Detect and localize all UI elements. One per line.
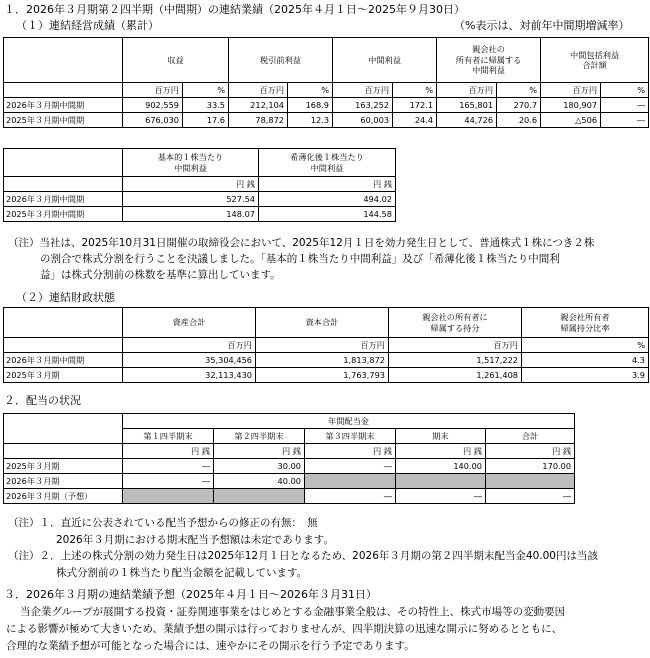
- col-header: 親会社所有者 帰属持分比率: [522, 308, 649, 338]
- value-cell: 1,813,872: [256, 353, 389, 368]
- value-cell: 60,003: [333, 113, 393, 128]
- dividend-note1-line1: （注）１．直近に公表されている配当予想からの修正の有無： 無: [8, 517, 318, 529]
- value-cell: 494.02: [259, 192, 396, 207]
- unit-cell: %: [288, 83, 333, 98]
- unit-cell: 円 銭: [123, 177, 259, 192]
- row-label: 2025年３月期中間期: [4, 207, 123, 222]
- value-cell: 24.4: [393, 113, 437, 128]
- value-cell: 30.00: [214, 459, 305, 474]
- value-cell: 4.3: [522, 353, 649, 368]
- unit-cell: 円 銭: [214, 444, 305, 459]
- table-row: [4, 459, 575, 474]
- value-cell: 32,113,430: [123, 368, 256, 383]
- dividend-note2-line1: （注）２．上述の株式分割の効力発生日は2025年12月１日となるため、2026年３月期の第２四半期末配当金40.00円は当該: [8, 550, 598, 562]
- value-cell: 148.07: [123, 207, 259, 222]
- value-cell: ―: [123, 474, 214, 489]
- value-cell: ―: [601, 113, 649, 128]
- unit-cell: %: [497, 83, 541, 98]
- dividend-table: [3, 413, 575, 504]
- section1-sub2-heading: （２）連結財政状態: [16, 291, 115, 304]
- value-cell: 40.00: [214, 474, 305, 489]
- dividend-note1-line2: 2026年３月期における期末配当予想額は未定であります。: [56, 534, 334, 546]
- row-label: 2025年３月期: [4, 459, 123, 474]
- value-cell: ―: [123, 459, 214, 474]
- corner-cell: [4, 338, 123, 353]
- corner-cell: [4, 429, 123, 444]
- dividend-note2-line2: 株式分割前の１株当たり配当金額を記載しています。: [56, 567, 308, 579]
- col-header: 第１四半期末: [123, 429, 214, 444]
- table-row: [4, 368, 649, 383]
- shaded-cell: [486, 474, 575, 489]
- unit-cell: 百万円: [541, 83, 601, 98]
- value-cell: 12.3: [288, 113, 333, 128]
- unit-cell: 百万円: [123, 338, 256, 353]
- value-cell: 17.6: [183, 113, 229, 128]
- value-cell: 1,763,793: [256, 368, 389, 383]
- unit-cell: 円 銭: [259, 177, 396, 192]
- row-label: 2025年３月期中間期: [4, 113, 123, 128]
- section1-heading: １．2026年３月期第２四半期（中間期）の連結業績（2025年４月１日～2025年９月30日）: [4, 3, 465, 16]
- col-header: 基本的１株当たり 中間利益: [123, 149, 259, 177]
- split-note-line2: の割合で株式分割を行うことを決議しました。「基本的１株当たり中間利益」及び「希薄化後１株当たり中間利: [40, 253, 560, 265]
- unit-cell: %: [522, 338, 649, 353]
- shaded-cell: [396, 474, 486, 489]
- value-cell: 676,030: [123, 113, 183, 128]
- col-header: 中間包括利益 合計額: [541, 38, 649, 83]
- value-cell: 140.00: [396, 459, 486, 474]
- value-cell: ―: [396, 489, 486, 504]
- unit-cell: 円 銭: [123, 444, 214, 459]
- row-label: 2026年３月期: [4, 474, 123, 489]
- col-header: 第３四半期末: [305, 429, 396, 444]
- value-cell: 144.58: [259, 207, 396, 222]
- corner-cell: [4, 308, 123, 338]
- shaded-cell: [214, 489, 305, 504]
- col-header: 合計: [486, 429, 575, 444]
- table-row: [4, 489, 575, 504]
- table-row: [4, 98, 649, 113]
- row-label: 2026年３月期中間期: [4, 353, 123, 368]
- col-header: 第２四半期末: [214, 429, 305, 444]
- shaded-cell: [123, 489, 214, 504]
- unit-cell: %: [393, 83, 437, 98]
- value-cell: 165,801: [437, 98, 497, 113]
- value-cell: 170.00: [486, 459, 575, 474]
- split-note-line1: （注）当社は、2025年10月31日開催の取締役会において、2025年12月１日を効力発生日として、普通株式１株につき２株: [8, 237, 595, 249]
- forecast-body-line1: 当企業グループが展開する投資・証券関連事業をはじめとする金融事業全般は、その特性上、株式市場等の変動要因: [20, 606, 566, 618]
- table-row: [4, 192, 396, 207]
- value-cell: 163,252: [333, 98, 393, 113]
- value-cell: 1,517,222: [389, 353, 522, 368]
- col-header: 中間利益: [333, 38, 437, 83]
- value-cell: 78,872: [229, 113, 288, 128]
- row-label: 2025年３月期: [4, 368, 123, 383]
- value-cell: 1,261,408: [389, 368, 522, 383]
- unit-cell: 百万円: [229, 83, 288, 98]
- unit-cell: 百万円: [437, 83, 497, 98]
- value-cell: 172.1: [393, 98, 437, 113]
- value-cell: 527.54: [123, 192, 259, 207]
- unit-cell: 百万円: [389, 338, 522, 353]
- shaded-cell: [305, 474, 396, 489]
- corner-cell: [4, 149, 123, 177]
- unit-cell: %: [601, 83, 649, 98]
- col-header: 資産合計: [123, 308, 256, 338]
- value-cell: 35,304,456: [123, 353, 256, 368]
- col-header: 資本合計: [256, 308, 389, 338]
- group-header: 年間配当金: [123, 414, 575, 429]
- value-cell: 44,726: [437, 113, 497, 128]
- row-label: 2026年３月期（予想）: [4, 489, 123, 504]
- value-cell: 168.9: [288, 98, 333, 113]
- forecast-body-line2: による影響が極めて大きいため、業績予想の開示は行っておりませんが、四半期決算の迅速な開示に努めるとともに、: [6, 623, 563, 635]
- row-label: 2026年３月期中間期: [4, 98, 123, 113]
- value-cell: △506: [541, 113, 601, 128]
- section2-heading: ２．配当の状況: [4, 394, 81, 407]
- value-cell: ―: [305, 489, 396, 504]
- corner-cell: [4, 38, 123, 83]
- col-header: 親会社の 所有者に帰属する 中間利益: [437, 38, 541, 83]
- percent-note: （%表示は、対前年中間期増減率）: [454, 19, 630, 32]
- value-cell: 902,559: [123, 98, 183, 113]
- eps-table: [3, 148, 396, 222]
- value-cell: 212,104: [229, 98, 288, 113]
- col-header: 親会社の所有者に 帰属する持分: [389, 308, 522, 338]
- unit-cell: 百万円: [123, 83, 183, 98]
- unit-cell: 円 銭: [486, 444, 575, 459]
- unit-cell: 百万円: [256, 338, 389, 353]
- col-header: 税引前利益: [229, 38, 333, 83]
- corner-cell: [4, 177, 123, 192]
- unit-cell: 百万円: [333, 83, 393, 98]
- financial-position-table: [3, 307, 649, 383]
- table-row: [4, 474, 575, 489]
- unit-cell: %: [183, 83, 229, 98]
- corner-cell: [4, 414, 123, 429]
- value-cell: 3.9: [522, 368, 649, 383]
- row-label: 2026年３月期中間期: [4, 192, 123, 207]
- value-cell: ―: [486, 489, 575, 504]
- col-header: 期末: [396, 429, 486, 444]
- table-row: [4, 353, 649, 368]
- table-row: [4, 207, 396, 222]
- value-cell: 33.5: [183, 98, 229, 113]
- col-header: 収益: [123, 38, 229, 83]
- table-row: [4, 113, 649, 128]
- section1-sub1-heading: （１）連結経営成績（累計）: [16, 19, 159, 32]
- value-cell: 270.7: [497, 98, 541, 113]
- unit-cell: 円 銭: [396, 444, 486, 459]
- operating-results-table: [3, 37, 649, 128]
- value-cell: 180,907: [541, 98, 601, 113]
- value-cell: ―: [305, 459, 396, 474]
- section3-heading: ３．2026年３月期の連結業績予想（2025年４月１日～2026年３月31日）: [4, 588, 377, 601]
- value-cell: 20.6: [497, 113, 541, 128]
- corner-cell: [4, 83, 123, 98]
- split-note-line3: 益」は株式分割前の株数を基準に算出しています。: [40, 269, 281, 281]
- value-cell: ―: [601, 98, 649, 113]
- forecast-body-line3: 合理的な業績予想が可能となった場合には、速やかにその開示を行う予定であります。: [6, 640, 415, 652]
- unit-cell: 円 銭: [305, 444, 396, 459]
- col-header: 希薄化後１株当たり 中間利益: [259, 149, 396, 177]
- corner-cell: [4, 444, 123, 459]
